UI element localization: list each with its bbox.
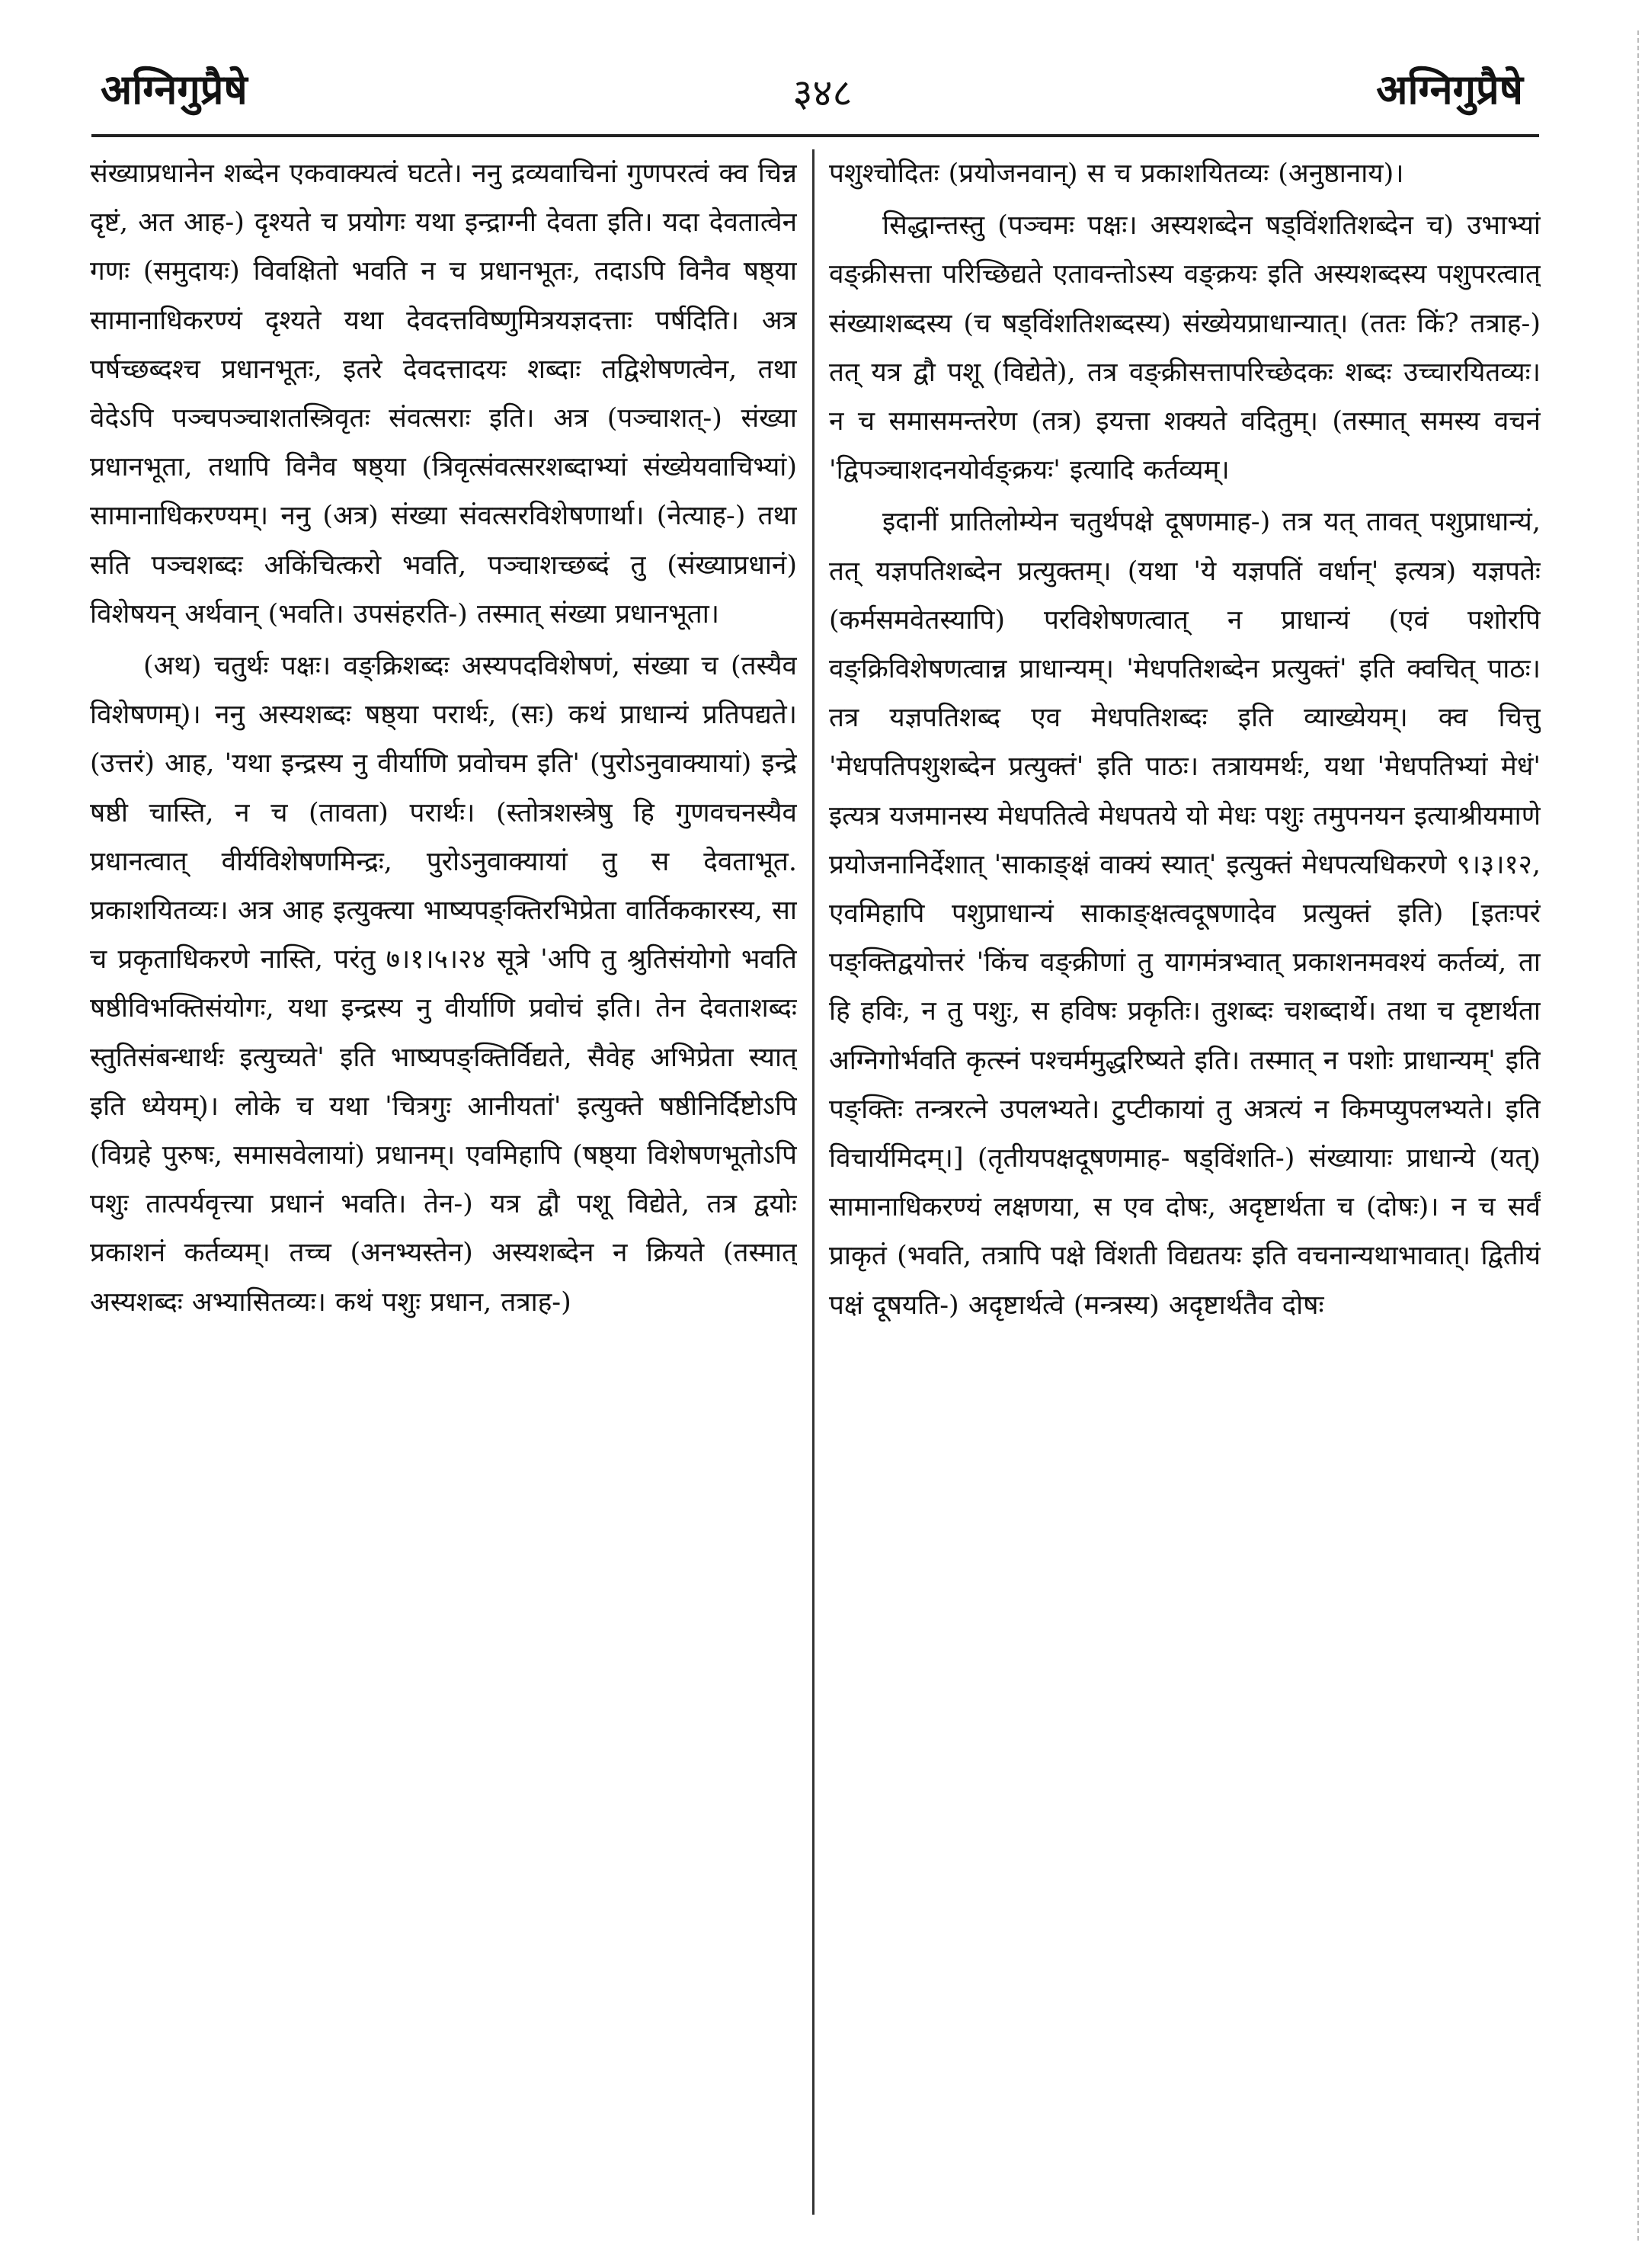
left-column — [90, 149, 797, 2222]
paragraph: (अथ) चतुर्थः पक्षः। वङ्क्रिशब्दः अस्यपदविशेषणं, संख्या च (तस्यैव विशेषणम्)। ननु अस्यशब्दः षष्ठ्या परार्थः, (सः) कथं प्राधान्यं प्रतिपद्यते। (उत्तरं) आह, 'यथा इन्द्रस्य नु वीर्याणि प्रवोचम इति' (पुरोऽनुवाक्यायां) इन्द्रे षष्ठी चास्ति, न च (तावता) परार्थः। (स्तोत्रशस्त्रेषु हि गुणवचनस्यैव प्रधानत्वात् वीर्यविशेषणमिन्द्रः, पुरोऽनुवाक्यायां तु स देवताभूत. प्रकाशयितव्यः। अत्र आह इत्युक्त्या भाष्यपङ्क्तिरभिप्रेता वार्तिककारस्य, सा च प्रकृताधिकरणे नास्ति, परंतु ७।१।५।२४ सूत्रे 'अपि तु श्रुतिसंयोगो भवति षष्ठीविभक्तिसंयोगः, यथा इन्द्रस्य नु वीर्याणि प्रवोचं इति। तेन देवताशब्दः स्तुतिसंबन्धार्थः इत्युच्यते' इति भाष्यपङ्क्तिर्विद्यते, सैवेह अभिप्रेता स्यात् इति ध्येयम्)। लोके च यथा 'चित्रगुः आनीयतां' इत्युक्ते षष्ठीनिर्दिष्टोऽपि (विग्रहे पुरुषः, समासवेलायां) प्रधानम्। एवमिहापि (षष्ठ्या विशेषणभूतोऽपि पशुः तात्पर्यवृत्त्या प्रधानं भवति। तेन-) यत्र द्वौ पशू विद्येते, तत्र द्वयोः प्रकाशनं कर्तव्यम्। तच्च (अनभ्यस्तेन) अस्यशब्देन न क्रियते (तस्मात् अस्यशब्दः अभ्यासितव्यः। कथं पशुः प्रधान, तत्राह-) — [90, 651, 797, 1318]
page-number: ३४८ — [792, 71, 853, 115]
paragraph: सिद्धान्तस्तु (पञ्चमः पक्षः। अस्यशब्देन षड्विंशतिशब्देन च) उभाभ्यां वङ्क्रीसत्ता परिच्छिद्यते एतावन्तोऽस्य वङ्क्रयः इति अस्यशब्दस्य पशुपरत्वात् संख्याशब्दस्य (च षड्विंशतिशब्दस्य) संख्येयप्राधान्यात्। (ततः किं? तत्राह-) तत् यत्र द्वौ पशू (विद्येते), तत्र वङ्क्रीसत्तापरिच्छेदकः शब्दः उच्चारयितव्यः। न च समासमन्तरेण (तत्र) इयत्ता शक्यते वदितुम्। (तस्मात् समस्य वचनं 'द्विपञ्चाशदनयोर्वङ्क्रयः' इत्यादि कर्तव्यम्। — [829, 210, 1541, 486]
paragraph: संख्याप्रधानेन शब्देन एकवाक्यत्वं घटते। ननु द्रव्यवाचिनां गुणपरत्वं क्व चिन्न दृष्टं, अत आह-) दृश्यते च प्रयोगः यथा इन्द्राग्नी देवता इति। यदा देवतात्वेन गणः (समुदायः) विवक्षितो भवति न च प्रधानभूतः, तदाऽपि विनैव षष्ठ्या सामानाधिकरण्यं दृश्यते यथा देवदत्तविष्णुमित्रयज्ञदत्ताः पर्षदिति। अत्र पर्षच्छब्दश्च प्रधानभूतः, इतरे देवदत्तादयः शब्दाः तद्विशेषणत्वेन, तथा वेदेऽपि पञ्चपञ्चाशतस्त्रिवृतः संवत्सराः इति। अत्र (पञ्चाशत्-) संख्या प्रधानभूता, तथापि विनैव षष्ठ्या (त्रिवृत्संवत्सरशब्दाभ्यां संख्येयवाचिभ्यां) सामानाधिकरण्यम्। ननु (अत्र) संख्या संवत्सरविशेषणार्था। (नेत्याह-) तथा सति पञ्चशब्दः अकिंचित्करो भवति, पञ्चाशच्छब्दं तु (संख्याप्रधानं) विशेषयन् अर्थवान् (भवति। उपसंहरति-) तस्मात् संख्या प्रधानभूता। — [90, 159, 797, 629]
running-head-right: अग्निगुप्रैषे — [1376, 66, 1523, 114]
paragraph: पशुश्चोदितः (प्रयोजनवान्) स च प्रकाशयितव्यः (अनुष्ठानाय)। — [829, 159, 1404, 189]
column-divider — [812, 149, 814, 2215]
header-rule — [91, 134, 1539, 137]
running-head-left: अग्निगुप्रैषे — [101, 66, 248, 114]
scan-edge — [1637, 30, 1639, 2241]
paragraph: इदानीं प्रातिलोम्येन चतुर्थपक्षे दूषणमाह-) तत्र यत् तावत् पशुप्राधान्यं, तत् यज्ञपतिशब्देन प्रत्युक्तम्। (यथा 'ये यज्ञपतिं वर्धान्' इत्यत्र) यज्ञपतेः (कर्मसमवेतस्यापि) परविशेषणत्वात् न प्राधान्यं (एवं पशोरपि वङ्क्रिविशेषणत्वान्न प्राधान्यम्। 'मेधपतिशब्देन प्रत्युक्तं' इति क्वचित् पाठः। तत्र यज्ञपतिशब्द एव मेधपतिशब्दः इति व्याख्येयम्। क्व चित्तु 'मेधपतिपशुशब्देन प्रत्युक्तं' इति पाठः। तत्रायमर्थः, यथा 'मेधपतिभ्यां मेधं' इत्यत्र यजमानस्य मेधपतित्वे मेधपतये यो मेधः पशुः तमुपनयन इत्याश्रीयमाणे प्रयोजनानिर्देशात् 'साकाङ्क्षं वाक्यं स्यात्' इत्युक्तं मेधपत्यधिकरणे ९।३।१२, एवमिहापि पशुप्राधान्यं साकाङ्क्षत्वदूषणादेव प्रत्युक्तं इति) [इतःपरं पङ्क्तिद्वयोत्तरं 'किंच वङ्क्रीणां तु यागमंत्रभ्वात् प्रकाशनमवश्यं कर्तव्यं, ता हि हविः, न तु पशुः, स हविषः प्रकृतिः। तुशब्दः चशब्दार्थे। तथा च दृष्टार्थता अग्निगोर्भवति कृत्स्नं पश्चर्ममुद्धरिष्यते इति। तस्मात् न पशोः प्राधान्यम्' इति पङ्क्तिः तन्त्ररत्ने उपलभ्यते। टुप्टीकायां तु अत्रत्यं न किमप्युपलभ्यते। इति विचार्यमिदम्।] (तृतीयपक्षदूषणमाह- षड्विंशति-) संख्यायाः प्राधान्ये (यत्) सामानाधिकरण्यं लक्षणया, स एव दोषः, अदृष्टार्थता च (दोषः)। न च सर्वं प्राकृतं (भवति, तत्रापि पक्षे विंशती विद्यतयः इति वचनान्यथाभावात्। द्वितीयं पक्षं दूषयति-) अदृष्टार्थत्वे (मन्त्रस्य) अदृष्टार्थतैव दोषः — [829, 507, 1541, 1321]
right-column — [829, 149, 1541, 2222]
